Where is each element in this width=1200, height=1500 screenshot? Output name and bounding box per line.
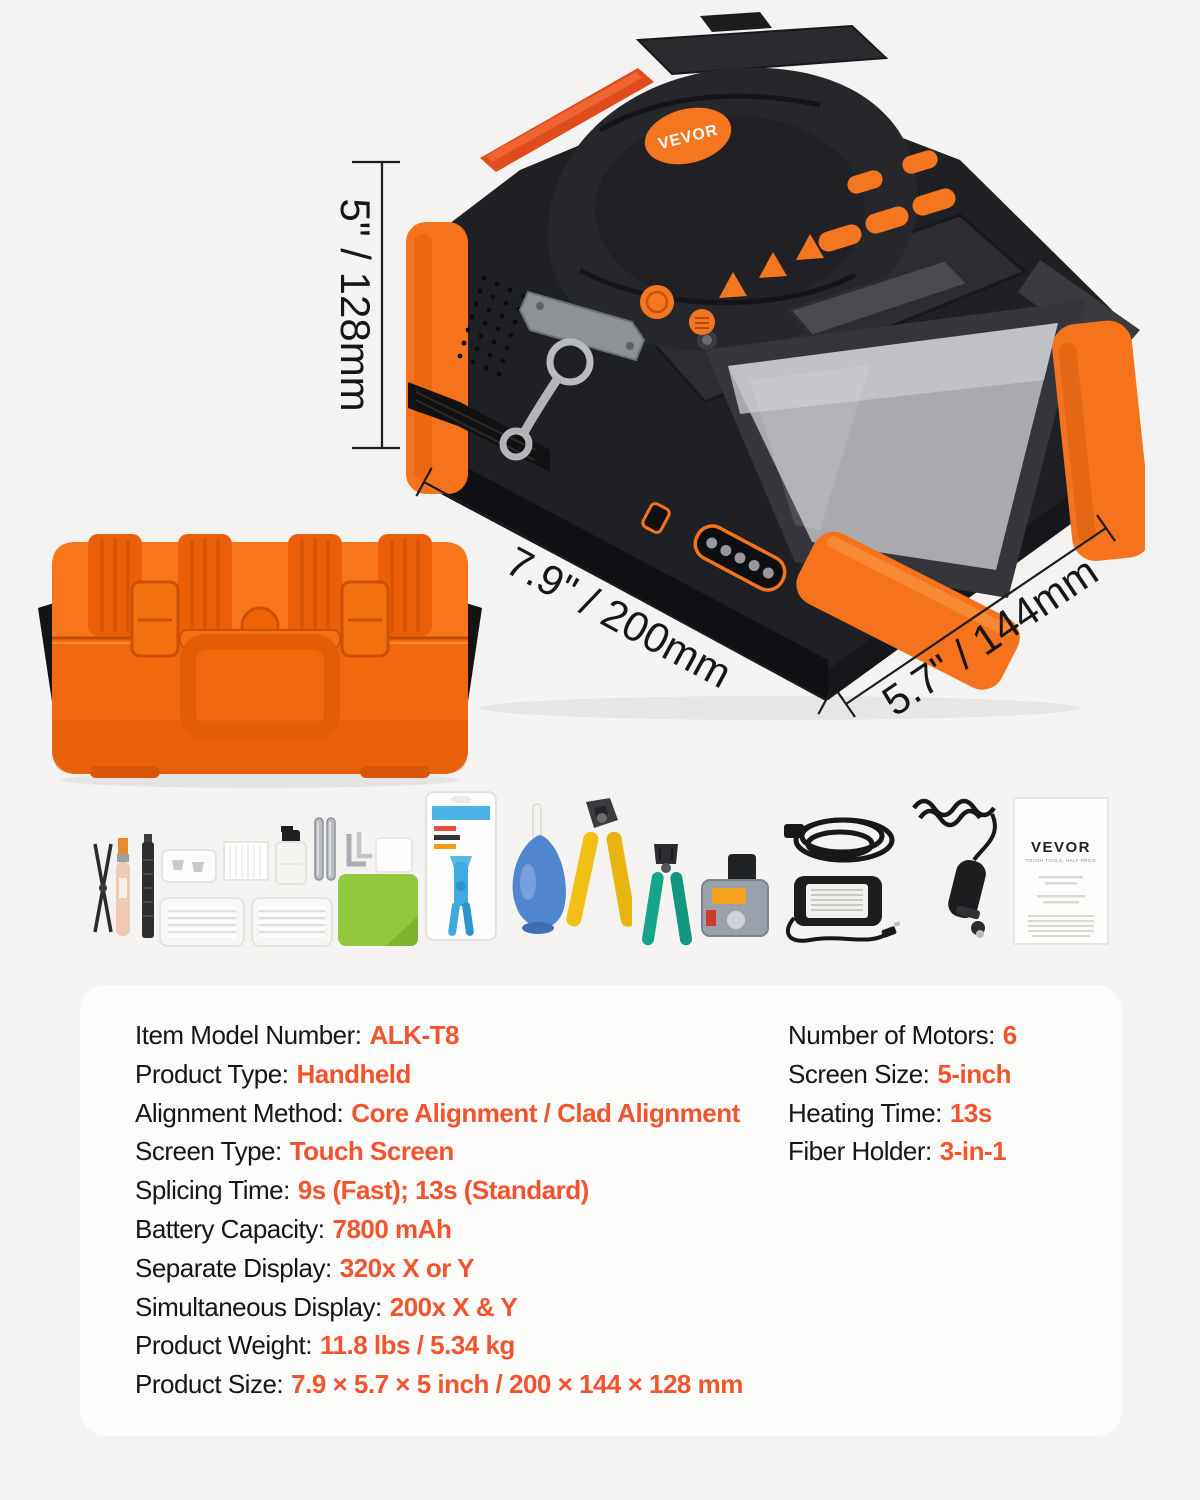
spec-label: Simultaneous Display: <box>135 1291 382 1322</box>
spec-label: Separate Display: <box>135 1252 332 1283</box>
spec-row <box>788 1132 1017 1171</box>
car-charger-icon <box>906 792 1006 942</box>
spec-value: Touch Screen <box>289 1136 454 1167</box>
cotton-swab-bag-icon <box>158 892 246 952</box>
spec-label: Heating Time: <box>788 1097 942 1128</box>
carry-case-image <box>30 520 490 790</box>
spec-value: 7.9 × 5.7 × 5 inch / 200 × 144 × 128 mm <box>291 1369 743 1400</box>
spec-label: Battery Capacity: <box>135 1213 325 1244</box>
spec-value: 13s <box>949 1097 992 1128</box>
manual-brand-text: VEVOR <box>1030 839 1092 856</box>
spec-label: Fiber Holder: <box>788 1136 932 1167</box>
spec-row <box>788 1094 1017 1133</box>
crimping-tool-icon <box>634 842 696 950</box>
spec-label: Number of Motors: <box>788 1020 995 1050</box>
spec-row <box>135 1171 743 1210</box>
spec-label: Screen Size: <box>788 1058 930 1089</box>
vevor-logo-text: VEVOR <box>656 121 721 154</box>
spec-row <box>135 1094 743 1133</box>
spec-label: Product Size: <box>135 1369 284 1400</box>
ac-power-adapter-icon <box>780 806 902 948</box>
depth-dimension-label: 5.7" / 144mm <box>873 547 1106 725</box>
spec-row <box>135 1326 743 1365</box>
spec-row <box>788 1055 1017 1094</box>
spec-label: Product Weight: <box>135 1330 313 1361</box>
spec-value: ALK-T8 <box>369 1020 459 1050</box>
spec-value: 7800 mAh <box>332 1213 452 1244</box>
spec-value: Core Alignment / Clad Alignment <box>351 1097 740 1128</box>
dust-blower-icon <box>508 802 566 942</box>
spec-value: 3-in-1 <box>939 1136 1007 1167</box>
spec-label: Screen Type: <box>135 1136 282 1167</box>
spec-value: 6 <box>1002 1020 1017 1050</box>
manual-tagline-text: TOUGH TOOLS, HALF PRICE <box>1025 858 1097 863</box>
work-mat-icon <box>336 872 420 948</box>
spec-value: 200x X & Y <box>389 1291 518 1322</box>
spec-row <box>135 1210 743 1249</box>
spec-label: Item Model Number: <box>135 1020 362 1050</box>
user-manual-icon <box>1012 796 1110 946</box>
cotton-swab-bag-icon <box>250 892 334 952</box>
spec-label: Product Type: <box>135 1058 289 1089</box>
spec-row <box>788 1016 1017 1055</box>
height-dimension-label: 5" / 128mm <box>332 198 379 412</box>
spec-row <box>135 1016 743 1055</box>
cleaning-wipes-icon <box>222 836 270 884</box>
spec-label: Alignment Method: <box>135 1097 344 1128</box>
spec-row <box>135 1055 743 1094</box>
spec-value: 5-inch <box>937 1058 1011 1089</box>
fiber-stripper-icon <box>564 796 632 938</box>
spec-value: 9s (Fast); 13s (Standard) <box>297 1175 589 1206</box>
alcohol-bottle-icon <box>272 824 310 886</box>
cleaning-pad-icon <box>374 836 414 874</box>
spec-row <box>135 1132 743 1171</box>
spec-value: 11.8 lbs / 5.34 kg <box>320 1330 515 1361</box>
utility-knife-icon <box>138 834 158 942</box>
specs-column-right <box>788 1016 1017 1171</box>
spec-row <box>135 1365 743 1404</box>
spec-value: 320x X or Y <box>339 1252 474 1283</box>
brush-pen-icon <box>112 836 134 940</box>
fiber-cleaver-icon <box>698 852 772 944</box>
sleeve-tubes-icon <box>312 816 338 884</box>
specs-column-left <box>135 1016 743 1404</box>
hex-wrenches-icon <box>342 830 374 874</box>
spec-row <box>135 1288 743 1327</box>
width-dimension-label: 7.9" / 200mm <box>498 537 740 698</box>
accessories-row <box>0 780 1200 980</box>
electrode-tray-icon <box>160 846 218 886</box>
spec-value: Handheld <box>296 1058 411 1089</box>
specs-panel <box>80 985 1122 1436</box>
spec-row <box>135 1249 743 1288</box>
cable-stripper-pack-icon <box>424 790 498 942</box>
spec-label: Splicing Time: <box>135 1175 290 1206</box>
